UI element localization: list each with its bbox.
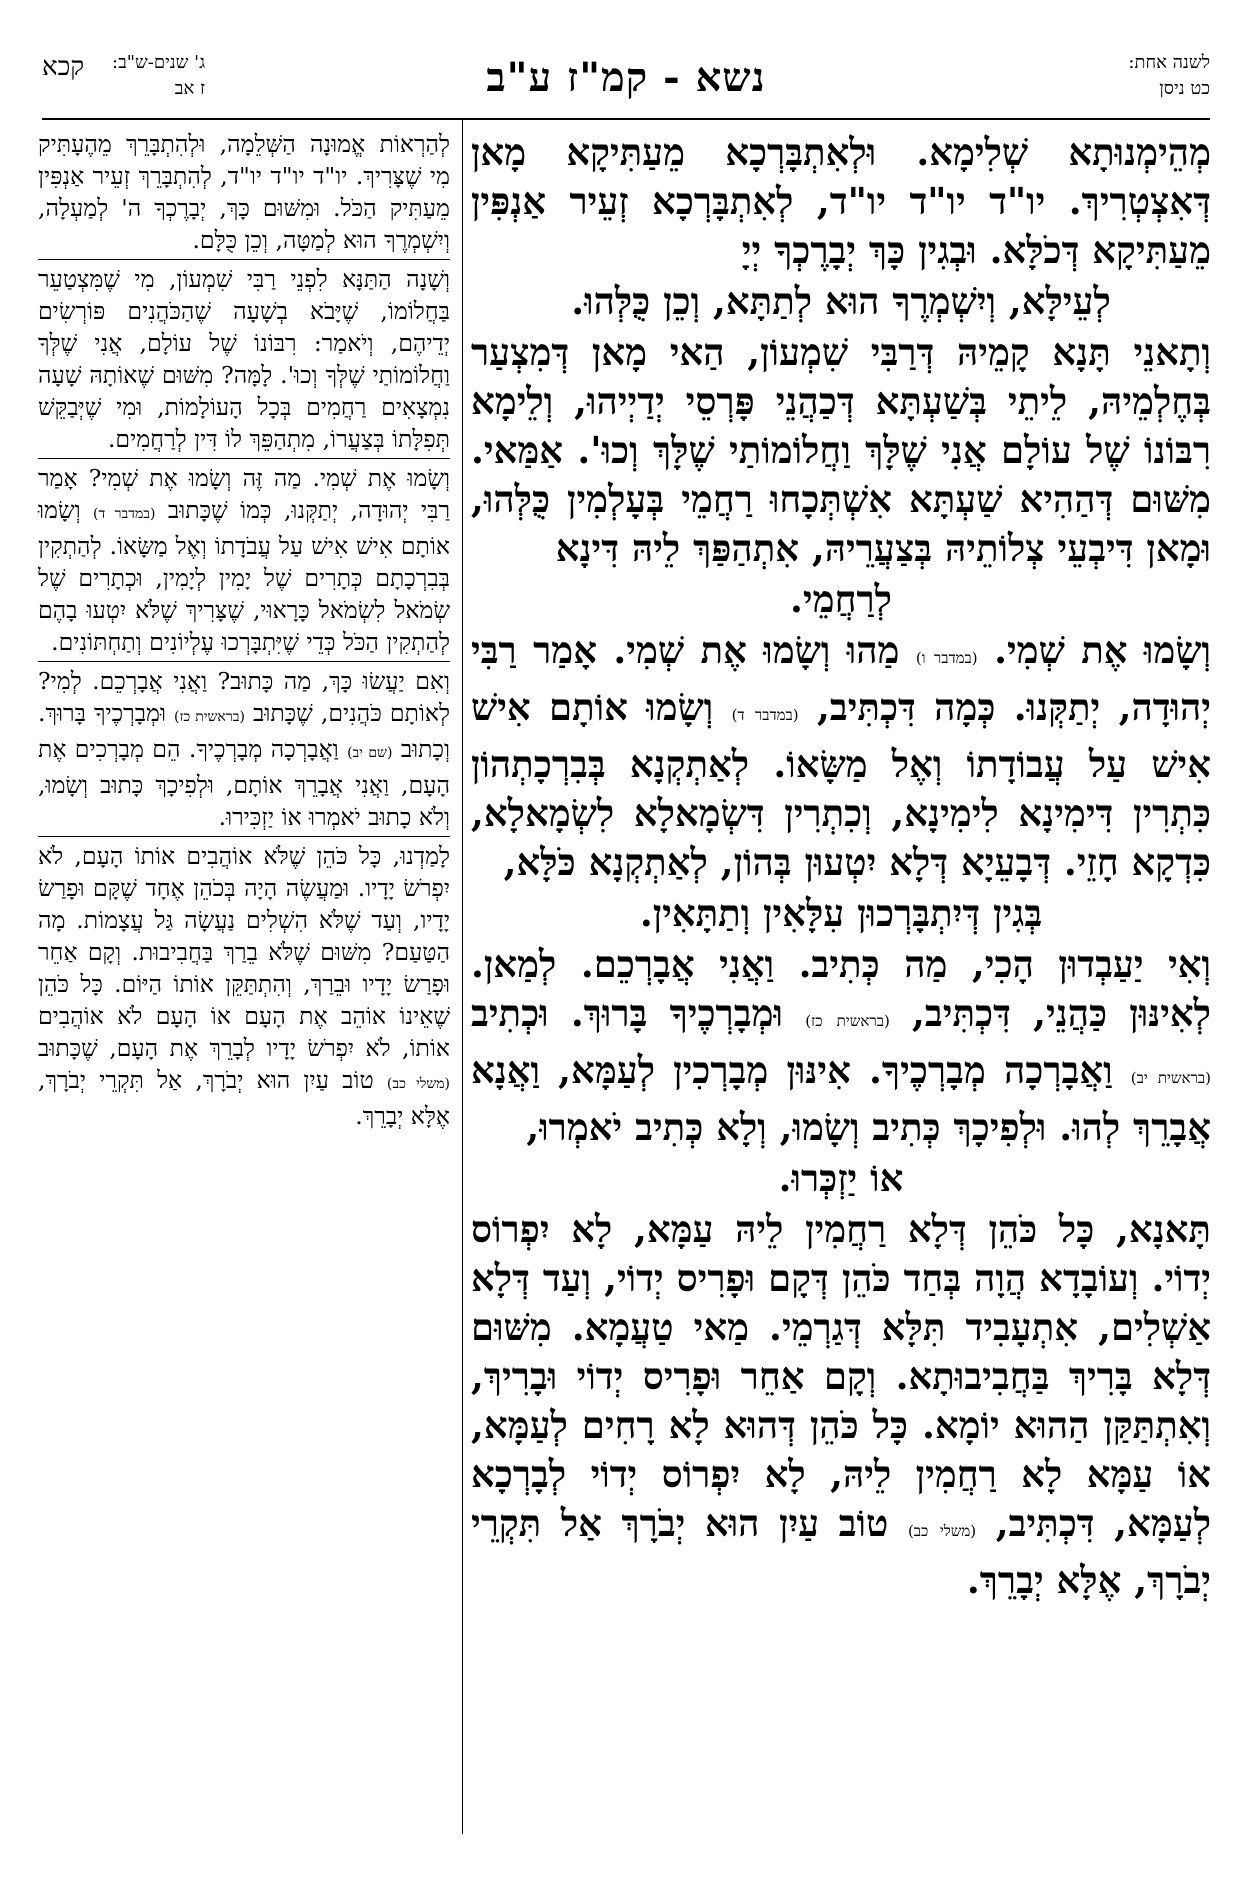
- side-p3-text-a: וְשָׂמוּ אֶת שְׁמִי. מַה זֶּה וְשָׂמוּ אֶת שְׁמִי? אָמַר רַבִּי יְהוּדָה, יְתַקְּנוּ, כְּמוֹ שֶׁכָּתוּב: [38, 464, 450, 524]
- side-p3-ref: (במדבר ד): [93, 506, 156, 522]
- page-header: [42, 48, 1210, 108]
- translation-column: [38, 128, 450, 1132]
- main-p4-ref-2: (בראשית יב): [1130, 1069, 1211, 1087]
- main-p4-text-b: וּמְבָרְכֶיךָ בָּרוּךְ. וּכְתִיב: [471, 991, 783, 1035]
- side-p4-text-b: וּמְבָרְכֶיךָ בָּרוּךְ. וְכָתוּב: [38, 699, 450, 763]
- main-paragraph-4-end: אוֹ יַזְכְּרוּ.: [778, 1156, 904, 1200]
- side-p4-text-a: וְאִם יַעֲשׂוּ כָּךְ, מַה כָּתוּב? וַאֲנִי אֲבָרְכֵם. לְמִי? לְאוֹתָם כֹּהֲנִים, שֶׁכָּתוּב: [38, 667, 450, 727]
- side-paragraph-1: לְהַרְאוֹת אֱמוּנָה הַשְּׁלֵמָה, וּלְהִתְבָּרֵךְ מֵהֶעָתִּיק מִי שֶׁצָּרִיךְ. יו"ד יו"ד יו"ד, לְהִתְבָּרֵךְ זְעֵיר אַנְפִּין מֵעַתִּיק הַכֹּל. וּמִשּׁוּם כָּךְ, יְבָרֶכְךָ ה' לְמַעְלָה, וְיִשְׁמְרֶךָ הוּא לְמַטָּה, וְכֵן כֻּלָּם.: [38, 130, 450, 254]
- header-left-info: [112, 50, 205, 102]
- main-p5-text-b: טוֹב עַיִן הוּא יְבֹרָךְ אַל תִּקְרֵי יְבֹרָךְ, אֶלָּא יְבָרֵךְ.: [471, 1501, 1211, 1602]
- header-one-year-date: כט ניסן: [1159, 78, 1210, 99]
- side-divider-1: [38, 259, 450, 260]
- side-paragraph-3: [38, 462, 450, 658]
- main-p4-ref-1: (בראשית כז): [805, 1012, 890, 1030]
- main-p3-text-b: מַהוּ וְשָׂמוּ אֶת שְׁמִי. אָמַר רַבִּי יְהוּדָה, יְתַקְּנוּ. כְּמָה דִּכְתִּיב,: [471, 628, 1211, 729]
- main-p3-ref-2: (במדבר ד): [731, 706, 799, 724]
- main-paragraph-2-end: לְרַחֲמֵי.: [790, 577, 892, 621]
- header-three-year-label: ג' שנים-ש"ב:: [112, 52, 206, 73]
- main-p5-ref: (משלי כב): [907, 1522, 977, 1540]
- side-paragraph-5: [38, 840, 450, 1132]
- side-divider-4: [38, 836, 450, 837]
- side-p5-ref: (משלי כב): [386, 1076, 450, 1092]
- side-p5-text-b: טוֹב עַיִן הוּא יְבֹרָךְ, אַל תִּקְרֵי יְבֹרָךְ, אֶלָּא יְבָרֵךְ.: [38, 1066, 450, 1130]
- main-paragraph-1-end: לְעֵילָּא, וְיִשְׁמְרֶךָ הוּא לְתַתָּא, וְכֵן כֻּלְּהוּ.: [571, 279, 1111, 323]
- main-paragraph-5: [471, 1205, 1211, 1605]
- main-p3-ref-1: (במדבר ו): [915, 649, 978, 667]
- page-number: קכא: [42, 52, 85, 82]
- main-p3-text-c: וְשָׂמוּ אוֹתָם אִישׁ אִישׁ עַל עֲבוֹדָתוֹ וְאֶל מַשָּׂאוֹ. לְאַתְקְנָא בְּבִרְכָתְהוֹן כִּתְרִין דִּימִינָא לִימִינָא, וְכִתְרִין דִּשְׂמָאלָא לִשְׂמָאלָא, כִּדְקָא חָזֵי. דְּבָעֵיָא דְּלָא יִטְעוּן בְּהוֹן, לְאַתְקְנָא כֹּלָּא,: [471, 685, 1211, 884]
- side-paragraph-4: [38, 665, 450, 833]
- header-divider: [42, 118, 1210, 120]
- main-p5-text-a: תָּאנָא, כָּל כֹּהֵן דְּלָא רַחֲמִין לֵיהּ עַמָּא, לָא יִפְרוֹס יְדוֹי. וְעוֹבָדָא הֲוָה בְּחַד כֹּהֵן דְּקָם וּפָרִיס יְדוֹי, וְעַד דְּלָא אַשְׁלִים, אִתְעָבִיד תִּלָּא דְּגַרְמֵי. מַאי טַעֲמָא. מִשּׁוּם דְּלָא בָּרִיךְ בַּחֲבִיבוּתָא. וְקָם אַחֵר וּפָרִיס יְדוֹי וּבָרִיךְ, וְאִתְתַּקַּן הַהוּא יוֹמָא. כָּל כֹּהֵן דְּהוּא לָא רָחִים לְעַמָּא, אוֹ עַמָּא לָא רַחֲמִין לֵיהּ, לָא יִפְרוֹס יְדוֹי לְבָרְכָא לְעַמָּא, דִּכְתִּיב,: [471, 1207, 1211, 1545]
- main-paragraph-3-end: בְּגִין דְּיִתְבָּרְכוּן עִלָּאִין וְתַתָּאִין.: [639, 891, 1043, 935]
- side-p4-ref-1: (בראשית כז): [174, 709, 245, 725]
- side-p4-ref-2: (שם יב): [347, 745, 393, 761]
- main-paragraph-3: [471, 626, 1211, 887]
- main-p3-text-a: וְשָׂמוּ אֶת שְׁמִי.: [994, 628, 1211, 672]
- side-paragraph-2: וְשָׁנָה הַתַּנָּא לִפְנֵי רַבִּי שִׁמְעוֹן, מִי שֶׁמִּצְטַעֵר בַּחֲלוֹמוֹ, שֶׁיָּבֹא בְשָׁעָה שֶׁהַכֹּהֲנִים פּוֹרְשִׂים יְדֵיהֶם, וְיֹאמַר: רִבּוֹנוֹ שֶׁל עוֹלָם, אֲנִי שֶׁלְּךָ וַחֲלוֹמוֹתַי שֶׁלְּךָ וְכוּ'. לָמָּה? מִשּׁוּם שֶׁאוֹתָהּ שָׁעָה נִמְצָאִים רַחֲמִים בְּכָל הָעוֹלָמוֹת, וּמִי שֶׁיְּבַקֵּשׁ תְּפִלָּתוֹ בְּצַעֲרוֹ, מִתְהַפֵּךְ לוֹ דִּין לְרַחֲמִים.: [38, 265, 450, 453]
- main-p4-text-c: וַאֲבָרְכָה מְבָרְכֶיךָ. אִינּוּן מְבָרְכִין לְעַמָּא, וַאֲנָא אֲבָרֵךְ לְהוּ. וּלְפִיכָךְ כְּתִיב וְשָׂמוּ, וְלָא כְּתִיב יֹאמְרוּ,: [471, 1048, 1211, 1149]
- main-p4-text-a: וְאִי יַעַבְדוּן הָכִי, מַה כְּתִיב. וַאֲנִי אֲבָרְכֵם. לְמַאן. לְאִינּוּן כַּהֲנֵי, דִּכְתִּיב,: [471, 942, 1211, 1035]
- side-divider-2: [38, 458, 450, 459]
- side-divider-3: [38, 661, 450, 662]
- main-text-column: [471, 128, 1211, 1605]
- column-divider: [462, 118, 463, 1834]
- side-p4-text-c: וַאֲבָרְכָה מְבָרְכֶיךָ. הֵם מְבָרְכִים אֶת הָעָם, וַאֲנִי אֲבָרֵךְ אוֹתָם, וּלְפִיכָךְ כָּתוּב וְשָׂמוּ, וְלֹא כָתוּב יֹאמְרוּ אוֹ יַזְכִּירוּ.: [38, 735, 450, 831]
- main-paragraph-4: [471, 940, 1211, 1152]
- main-paragraph-1: מְהֵימְנוּתָא שְׁלִימָא. וּלְאִתְבָּרְכָא מֵעַתִּיקָא מָאן דְּאִצְטְרִיךְ. יו"ד יו"ד יו"ד, לְאִתְבָּרְכָא זְעֵיר אַנְפִּין מֵעַתִּיקָא דְּכֹלָּא. וּבְגִין כָּךְ יְבָרֶכְךָ יְיָ: [471, 130, 1211, 272]
- header-three-year-date: ז אב: [174, 78, 206, 99]
- header-one-year-label: לשנה אחת:: [1128, 52, 1210, 73]
- side-p5-text-a: לָמַדְנוּ, כָּל כֹּהֵן שֶׁלֹּא אוֹהֲבִים אוֹתוֹ הָעָם, לֹא יִפְרֹשׂ יָדָיו. וּמַעֲשֶׂה הָיָה בְּכֹהֵן אֶחָד שֶׁקָּם וּפָרַשׂ יָדָיו, וְעַד שֶׁלֹּא הִשְׁלִים נַעֲשָׂה גַּל עֲצָמוֹת. מָה הַטַּעַם? מִשּׁוּם שֶׁלֹּא בֵרַךְ בַּחֲבִיבוּת. וְקָם אַחֵר וּפָרַשׂ יָדָיו וּבֵרַךְ, וְהִתְתַּקֵּן אוֹתוֹ הַיּוֹם. כָּל כֹּהֵן שֶׁאֵינוֹ אוֹהֵב אֶת הָעָם אוֹ הָעָם לֹא אוֹהֲבִים אוֹתוֹ, לֹא יִפְרֹשׂ יָדָיו לְבָרֵךְ אֶת הָעָם, שֶׁכָּתוּב: [38, 842, 450, 1062]
- page-title: נשא - קמ"ז ע"ב: [486, 54, 766, 101]
- side-p3-text-b: וְשָׂמוּ אוֹתָם אִישׁ אִישׁ עַל עֲבֹדָתוֹ וְאֶל מַשָּׂאוֹ. לְהַתְקִין בְּבִרְכָתָם כְּתָרִים שֶׁל יָמִין לְיָמִין, וּכְתָרִים שֶׁל שְׂמֹאל לִשְׂמֹאל כָּרָאוּי, שֶׁצָּרִיךְ שֶׁלֹּא יִטְעוּ בָהֶם לְהַתְקִין הַכֹּל כְּדֵי שֶׁיִּתְבָּרְכוּ עֶלְיוֹנִים וְתַחְתּוֹנִים.: [38, 496, 450, 656]
- main-paragraph-2: וְתָאנֵי תָּנָא קָמֵיהּ דְּרַבִּי שִׁמְעוֹן, הַאי מָאן דְּמִצְעַר בְּחֶלְמֵיהּ, לֵיתֵי בְּשַׁעְתָּא דְּכַהֲנֵי פָּרְסֵי יְדַיְיהוּ, וְלֵימָא רִבּוֹנוֹ שֶׁל עוֹלָם אֲנִי שֶׁלָּךְ וַחֲלוֹמוֹתַי שֶׁלָּךְ וְכוּ'. אַמַּאי. מִשּׁוּם דְּהַהִיא שַׁעְתָּא אִשְׁתְּכָחוּ רַחֲמֵי בְּעָלְמִין כֻּלְּהוּ, וּמָאן דִּיבְעֵי צְלוֹתֵיהּ בְּצַעֲרֵיהּ, אִתְהַפַּךְ לֵיהּ דִּינָא: [471, 330, 1211, 570]
